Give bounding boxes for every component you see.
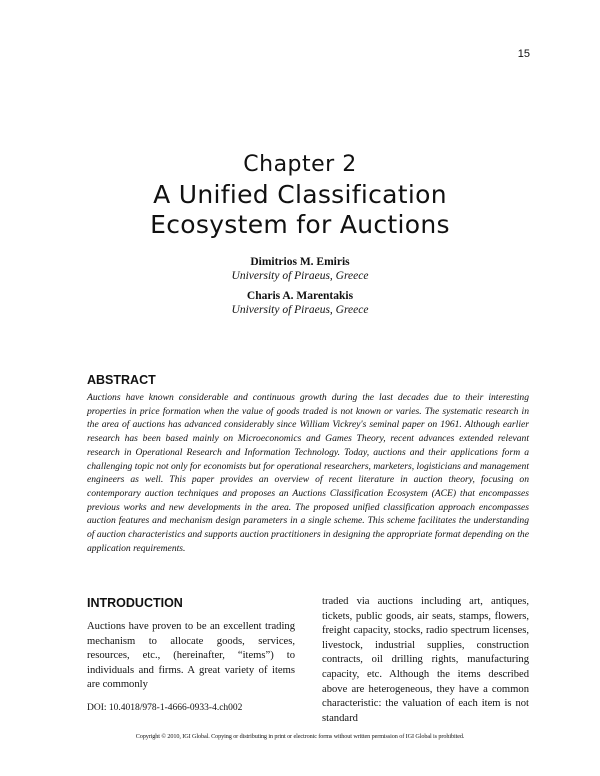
author-2-name: Charis A. Marentakis	[246, 290, 354, 302]
abstract-heading: ABSTRACT	[87, 373, 156, 387]
author-2-affiliation: University of Piraeus, Greece	[231, 304, 369, 316]
introduction-heading: INTRODUCTION	[87, 596, 183, 610]
chapter-title	[0, 180, 600, 240]
title-line-2: Ecosystem for Auctions	[150, 210, 450, 239]
doi: DOI: 10.4018/978-1-4666-0933-4.ch002	[87, 703, 243, 713]
page-number: 15	[517, 48, 530, 60]
copyright-notice: Copyright © 2010, IGI Global. Copying or distributing in print or electronic forms without written permission of IGI Global is prohibited.	[135, 733, 465, 740]
intro-right-column: traded via auctions including art, antiques, tickets, public goods, air seats, stamps, flowers, freight capacity, stocks, radio spectrum licenses, livestock, industrial supplies, construction contracts, oil drilling rights, manufacturing capacity, etc. Although the items described above are heterogeneous, they have a common characteristic: the valuation of each item is not standard	[322, 596, 529, 724]
abstract-text: Auctions have known considerable and continuous growth during the last decades due to their interesting properties in price formation when the value of goods traded is not known or varies. The systematic research in the area of auctions has advanced considerably since William Vickrey's seminal paper on 1961. Although earlier research has been based mainly on Microeconomics and Games Theory, recent advances extended relevant research in Operational Research and Information Technology. Today, auctions and their applications form a challenging topic not only for economists but for operational researchers, marketers, logisticians and management engineers as well. This paper provides an overview of recent literature in auction theory, focusing on contemporary auction techniques and proposes an Auctions Classification Ecosystem (ACE) that encompasses previous works and new developments in the area. The proposed unified classification approach encompasses auction features and mechanism design parameters in a single scheme. This scheme facilitates the understanding of auction characteristics and supports auction practitioners in designing the appropriate format depending on the application requirements.	[87, 392, 529, 554]
title-line-1: A Unified Classification	[153, 180, 447, 209]
author-1-name: Dimitrios M. Emiris	[250, 256, 350, 268]
chapter-label: Chapter 2	[243, 152, 357, 177]
author-1-affiliation: University of Piraeus, Greece	[231, 270, 369, 282]
intro-left-column: Auctions have proven to be an excellent trading mechanism to allocate goods, services, resources, etc., (hereinafter, “items”) to individuals and firms. A great variety of items are commonly	[87, 621, 295, 691]
